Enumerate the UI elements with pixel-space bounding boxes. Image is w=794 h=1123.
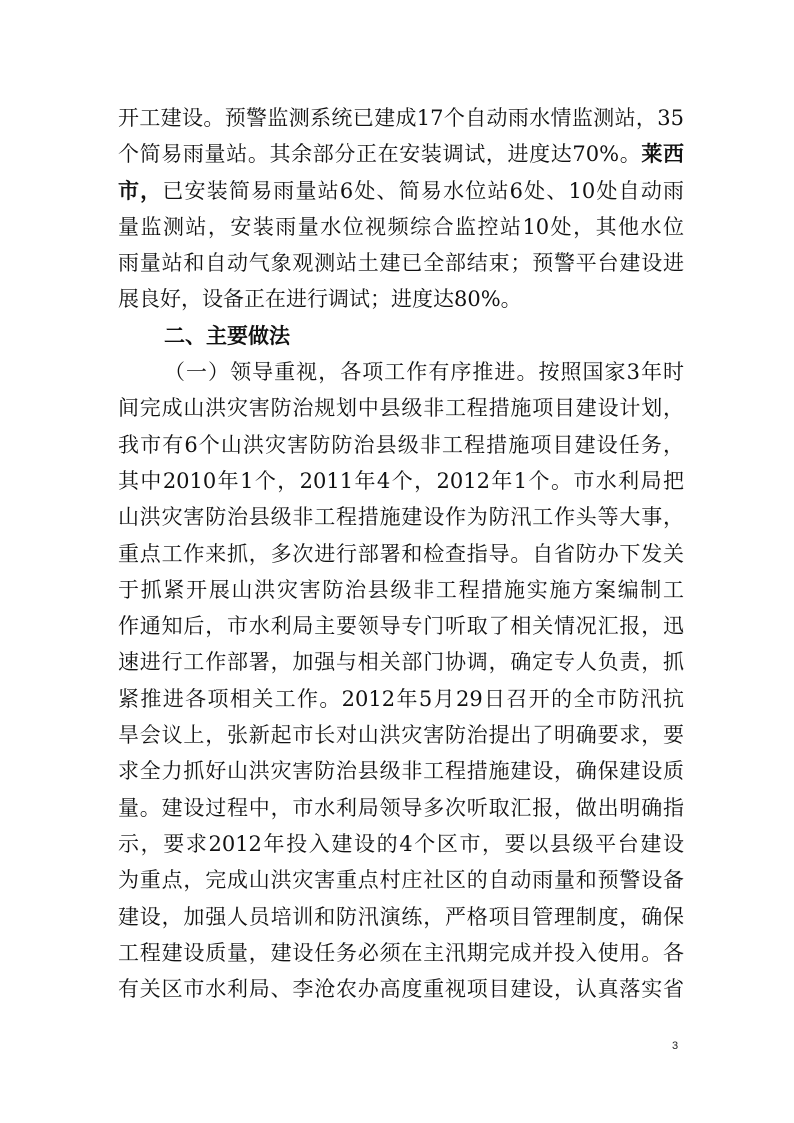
text-line	[118, 390, 684, 426]
text-line	[118, 499, 684, 535]
text-line	[118, 753, 684, 789]
text-segment: 示，要求2012年投入建设的4个区市，要以县级平台建设	[118, 831, 684, 856]
text-segment: 个简易雨量站。其余部分正在安装调试，进度达70%。	[118, 142, 642, 167]
text-line	[118, 862, 684, 898]
text-line	[118, 136, 684, 172]
text-line	[118, 826, 684, 862]
text-line	[118, 971, 684, 1007]
text-line	[118, 281, 684, 317]
text-line	[118, 427, 684, 463]
text-segment: 开工建设。预警监测系统已建成17个自动雨水情监测站，35	[118, 106, 684, 130]
text-line	[118, 245, 684, 281]
text-line	[118, 354, 684, 390]
text-segment: 有关区市水利局、李沧农办高度重视项目建设，认真落实省	[118, 977, 684, 1002]
text-segment: 重点工作来抓，多次进行部署和检查指导。自省防办下发关	[118, 541, 684, 566]
text-line	[118, 644, 684, 680]
text-segment: 速进行工作部署，加强与相关部门协调，确定专人负责，抓	[118, 650, 684, 675]
text-segment: 于抓紧开展山洪灾害防治县级非工程措施实施方案编制工	[118, 577, 684, 602]
text-segment: 山洪灾害防治县级非工程措施建设作为防汛工作头等大事，	[118, 505, 684, 530]
bold-text-segment: 市，	[118, 177, 163, 203]
text-line	[118, 899, 684, 935]
text-line	[118, 209, 684, 245]
document-body	[118, 100, 684, 1007]
text-line	[118, 463, 684, 499]
text-segment: 建设，加强人员培训和防汛演练，严格项目管理制度，确保	[118, 904, 684, 929]
text-segment: 间完成山洪灾害防治规划中县级非工程措施项目建设计划，	[118, 396, 684, 421]
page-number: 3	[672, 1040, 679, 1052]
text-line	[118, 935, 684, 971]
text-segment: 其中2010年1个，2011年4个，2012年1个。市水利局把	[118, 468, 684, 493]
text-segment: 量。建设过程中，市水利局领导多次听取汇报，做出明确指	[118, 795, 684, 820]
text-segment: 求全力抓好山洪灾害防治县级非工程措施建设，确保建设质	[118, 759, 684, 784]
bold-text-segment: 二、主要做法	[164, 322, 290, 348]
text-segment: 紧推进各项相关工作。2012年5月29日召开的全市防汛抗	[118, 686, 684, 711]
text-line	[118, 536, 684, 572]
text-segment: 我市有6个山洪灾害防防治县级非工程措施项目建设任务，	[118, 432, 684, 457]
bold-text-segment: 莱西	[641, 141, 684, 167]
text-segment: （一）领导重视，各项工作有序推进。按照国家3年时	[164, 360, 684, 385]
text-line	[118, 173, 684, 209]
text-segment: 量监测站，安装雨量水位视频综合监控站10处，其他水位	[118, 214, 684, 239]
text-line	[118, 572, 684, 608]
text-segment: 工程建设质量，建设任务必须在主汛期完成并投入使用。各	[118, 940, 684, 965]
text-line	[118, 790, 684, 826]
text-segment: 雨量站和自动气象观测站土建已全部结束；预警平台建设进	[118, 251, 684, 276]
text-segment: 为重点，完成山洪灾害重点村庄社区的自动雨量和预警设备	[118, 868, 684, 893]
text-line	[118, 681, 684, 717]
text-line	[118, 608, 684, 644]
text-segment: 已安装简易雨量站6处、简易水位站6处、10处自动雨	[162, 178, 684, 203]
text-line	[118, 318, 684, 354]
text-segment: 展良好，设备正在进行调试；进度达80%。	[118, 287, 522, 312]
text-segment: 作通知后，市水利局主要领导专门听取了相关情况汇报，迅	[118, 614, 684, 639]
text-line	[118, 717, 684, 753]
text-line	[118, 100, 684, 136]
text-segment: 旱会议上，张新起市长对山洪灾害防治提出了明确要求，要	[118, 723, 684, 748]
